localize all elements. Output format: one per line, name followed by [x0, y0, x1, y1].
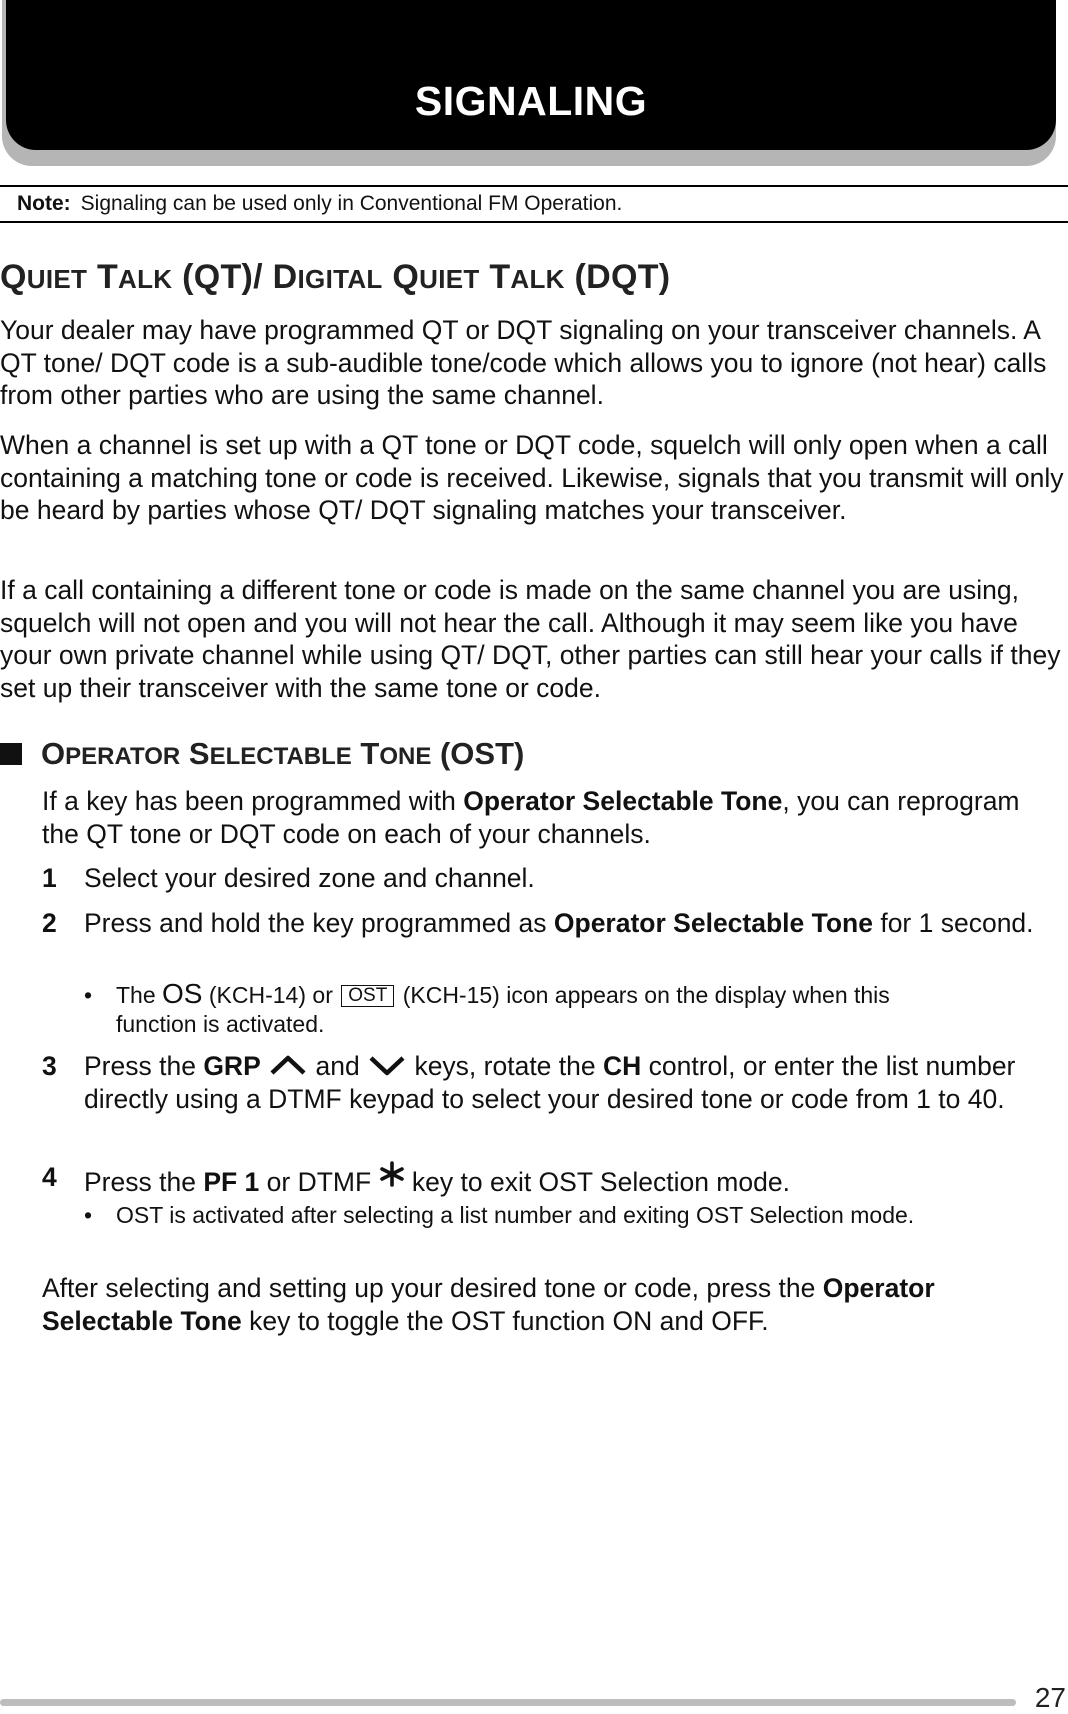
step-number: 4 — [42, 1162, 57, 1192]
paragraph-qt-intro: Your dealer may have programmed QT or DQT signaling on your transceiver channels. A QT tone/ DQT code is a sub-audible tone/code which allows you to ignore (not hear) calls from other parties who are using the same channel. — [0, 315, 1047, 410]
asterisk-key-icon — [379, 1161, 405, 1187]
step-4-note: • OST is activated after selecting a list number and exiting OST Selection mode. — [84, 1202, 915, 1228]
step-2-note: • The OS (KCH-14) or OST (KCH-15) icon appears on the display when this function is activated. — [84, 978, 890, 1037]
step-text: Press and hold the key programmed as Operator Selectable Tone for 1 second. — [84, 908, 1034, 938]
step-text: Press the PF 1 or DTMF key to exit OST Selection mode. — [84, 1161, 1064, 1199]
step-number: 3 — [42, 1051, 57, 1081]
step-text: Select your desired zone and channel. — [84, 863, 535, 893]
square-bullet-icon — [0, 743, 22, 765]
step-number: 1 — [42, 863, 57, 893]
note-text: Signaling can be used only in Conventional FM Operation. — [80, 192, 623, 215]
note-bar — [0, 185, 1068, 223]
note-label: Note: — [17, 192, 71, 215]
step-number: 2 — [42, 908, 57, 938]
page-title: SIGNALING — [414, 78, 648, 124]
footer-bar — [0, 1699, 1016, 1706]
paragraph-ost-closing: After selecting and setting up your desired tone or code, press the Operator Selectable Tone key to toggle the OST function ON and OFF. — [42, 1273, 935, 1336]
page-header — [6, 0, 1056, 150]
section-heading-qt-dqt: QUIET TALK (QT)/ DIGITAL QUIET TALK (DQT) — [0, 258, 671, 296]
chevron-down-icon — [367, 1053, 407, 1077]
step-text: Press the GRP and keys, rotate the CH control, or enter the list number directly using a DTMF keypad to select your desired tone or code from 1 to 40. — [84, 1051, 1016, 1114]
paragraph-qt-private: If a call containing a different tone or code is made on the same channel you are using, squelch will not open and you will not hear the call. Although it may seem like you have your own private channel while using QT/ DQT, other parties can still hear your calls if they set up their transceiver with the same tone or code. — [0, 575, 1061, 703]
chevron-up-icon — [268, 1053, 308, 1077]
paragraph-qt-squelch: When a channel is set up with a QT tone or DQT code, squelch will only open when a call containing a matching tone or code is received. Likewise, signals that you transmit will only be heard by parties whose QT/ DQT signaling matches your transceiver. — [0, 430, 1064, 525]
page-number: 27 — [1034, 1682, 1066, 1713]
paragraph-ost-intro: If a key has been programmed with Operator Selectable Tone, you can reprogram the QT tone or DQT code on each of your channels. — [42, 786, 1020, 849]
ost-display-icon: OST — [341, 985, 394, 1007]
section-heading-ost: OPERATOR SELECTABLE TONE (OST) — [0, 736, 524, 772]
os-display-icon: OS — [162, 978, 203, 1009]
